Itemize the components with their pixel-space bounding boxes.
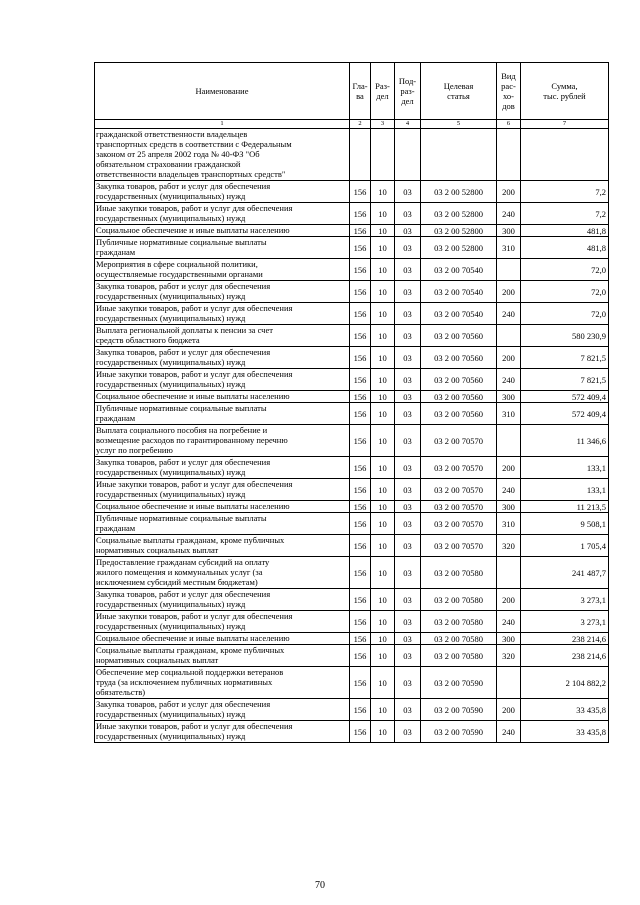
row-glava: 156	[350, 181, 371, 203]
row-podrazdel: 03	[395, 645, 421, 667]
row-name: Закупка товаров, работ и услуг для обеспечения государственных (муниципальных) нужд	[95, 457, 350, 479]
row-glava: 156	[350, 281, 371, 303]
row-sum: 72,0	[521, 281, 609, 303]
row-name: Социальное обеспечение и иные выплаты населению	[95, 225, 350, 237]
row-vid: 240	[497, 303, 521, 325]
row-glava: 156	[350, 391, 371, 403]
row-podrazdel: 03	[395, 403, 421, 425]
row-vid: 240	[497, 479, 521, 501]
table-row	[95, 557, 609, 589]
row-vid: 310	[497, 513, 521, 535]
row-target: 03 2 00 70580	[421, 645, 497, 667]
row-name: Публичные нормативные социальные выплаты гражданам	[95, 403, 350, 425]
header-vid: Вид рас- хо- дов	[497, 63, 521, 120]
row-glava: 156	[350, 303, 371, 325]
row-target: 03 2 00 70580	[421, 611, 497, 633]
row-podrazdel: 03	[395, 303, 421, 325]
row-target: 03 2 00 70590	[421, 667, 497, 699]
row-name: Мероприятия в сфере социальной политики, осуществляемые государственными органами	[95, 259, 350, 281]
table-row	[95, 325, 609, 347]
row-target: 03 2 00 70540	[421, 303, 497, 325]
row-podrazdel: 03	[395, 699, 421, 721]
row-target: 03 2 00 70580	[421, 557, 497, 589]
row-target: 03 2 00 52800	[421, 225, 497, 237]
row-name: Иные закупки товаров, работ и услуг для обеспечения государственных (муниципальных) нужд	[95, 369, 350, 391]
row-sum: 133,1	[521, 457, 609, 479]
row-target: 03 2 00 70570	[421, 513, 497, 535]
row-target: 03 2 00 70590	[421, 699, 497, 721]
row-name: Закупка товаров, работ и услуг для обеспечения государственных (муниципальных) нужд	[95, 347, 350, 369]
row-vid: 300	[497, 391, 521, 403]
row-sum: 72,0	[521, 303, 609, 325]
table-row	[95, 281, 609, 303]
row-target: 03 2 00 70570	[421, 457, 497, 479]
row-razdel: 10	[371, 479, 395, 501]
column-number: 2	[350, 120, 371, 129]
table-row	[95, 633, 609, 645]
row-razdel: 10	[371, 203, 395, 225]
row-vid	[497, 667, 521, 699]
row-razdel: 10	[371, 513, 395, 535]
row-sum: 33 435,8	[521, 721, 609, 743]
row-glava: 156	[350, 403, 371, 425]
column-number: 4	[395, 120, 421, 129]
table-row	[95, 347, 609, 369]
row-podrazdel: 03	[395, 667, 421, 699]
row-podrazdel: 03	[395, 513, 421, 535]
row-glava	[350, 129, 371, 181]
page-number: 70	[315, 880, 325, 891]
row-sum: 580 230,9	[521, 325, 609, 347]
row-podrazdel: 03	[395, 633, 421, 645]
row-glava: 156	[350, 501, 371, 513]
table-row	[95, 457, 609, 479]
table-row	[95, 259, 609, 281]
row-target: 03 2 00 52800	[421, 237, 497, 259]
row-sum: 238 214,6	[521, 633, 609, 645]
column-number-row	[95, 120, 609, 129]
table-row	[95, 645, 609, 667]
row-target: 03 2 00 70570	[421, 479, 497, 501]
row-vid	[497, 557, 521, 589]
row-podrazdel: 03	[395, 611, 421, 633]
row-razdel: 10	[371, 281, 395, 303]
row-sum: 133,1	[521, 479, 609, 501]
row-name: Обеспечение мер социальной поддержки ветеранов труда (за исключением публичных нормативных обязательств)	[95, 667, 350, 699]
row-vid: 300	[497, 501, 521, 513]
row-vid: 300	[497, 225, 521, 237]
row-target: 03 2 00 70540	[421, 281, 497, 303]
row-podrazdel: 03	[395, 325, 421, 347]
row-podrazdel: 03	[395, 425, 421, 457]
row-glava: 156	[350, 237, 371, 259]
row-sum: 11 213,5	[521, 501, 609, 513]
header-name: Наименование	[95, 63, 350, 120]
row-target: 03 2 00 70560	[421, 325, 497, 347]
column-number: 5	[421, 120, 497, 129]
row-sum: 241 487,7	[521, 557, 609, 589]
header-sum: Сумма, тыс. рублей	[521, 63, 609, 120]
row-podrazdel: 03	[395, 181, 421, 203]
row-target: 03 2 00 70560	[421, 347, 497, 369]
row-razdel: 10	[371, 557, 395, 589]
row-podrazdel: 03	[395, 501, 421, 513]
row-name: Закупка товаров, работ и услуг для обеспечения государственных (муниципальных) нужд	[95, 281, 350, 303]
row-sum: 33 435,8	[521, 699, 609, 721]
row-sum	[521, 129, 609, 181]
row-glava: 156	[350, 325, 371, 347]
row-podrazdel: 03	[395, 535, 421, 557]
row-razdel: 10	[371, 391, 395, 403]
table-row	[95, 721, 609, 743]
table-row	[95, 237, 609, 259]
row-sum: 7 821,5	[521, 369, 609, 391]
row-name: Иные закупки товаров, работ и услуг для обеспечения государственных (муниципальных) нужд	[95, 479, 350, 501]
row-sum: 11 346,6	[521, 425, 609, 457]
row-vid	[497, 259, 521, 281]
table-row	[95, 535, 609, 557]
table-row	[95, 611, 609, 633]
row-target: 03 2 00 70560	[421, 391, 497, 403]
row-razdel: 10	[371, 347, 395, 369]
row-name: Иные закупки товаров, работ и услуг для обеспечения государственных (муниципальных) нужд	[95, 203, 350, 225]
row-glava: 156	[350, 557, 371, 589]
row-razdel: 10	[371, 589, 395, 611]
row-target: 03 2 00 52800	[421, 203, 497, 225]
row-sum: 481,8	[521, 225, 609, 237]
column-number: 3	[371, 120, 395, 129]
table-body	[95, 129, 609, 743]
row-razdel: 10	[371, 225, 395, 237]
row-sum: 7 821,5	[521, 347, 609, 369]
table-row	[95, 513, 609, 535]
row-glava: 156	[350, 203, 371, 225]
row-vid: 310	[497, 403, 521, 425]
row-glava: 156	[350, 513, 371, 535]
table-row	[95, 403, 609, 425]
row-name: Социальные выплаты гражданам, кроме публичных нормативных социальных выплат	[95, 535, 350, 557]
row-glava: 156	[350, 369, 371, 391]
row-name: Закупка товаров, работ и услуг для обеспечения государственных (муниципальных) нужд	[95, 181, 350, 203]
table-row	[95, 699, 609, 721]
row-razdel: 10	[371, 645, 395, 667]
row-sum: 7,2	[521, 181, 609, 203]
row-sum: 9 508,1	[521, 513, 609, 535]
row-name: Публичные нормативные социальные выплаты гражданам	[95, 237, 350, 259]
table-row	[95, 425, 609, 457]
row-glava: 156	[350, 259, 371, 281]
row-sum: 7,2	[521, 203, 609, 225]
row-target: 03 2 00 70560	[421, 403, 497, 425]
row-target: 03 2 00 70570	[421, 535, 497, 557]
row-razdel: 10	[371, 721, 395, 743]
row-vid: 300	[497, 633, 521, 645]
row-sum: 2 104 882,2	[521, 667, 609, 699]
row-vid: 200	[497, 699, 521, 721]
row-vid: 200	[497, 181, 521, 203]
table-row	[95, 225, 609, 237]
row-vid: 240	[497, 611, 521, 633]
row-glava: 156	[350, 699, 371, 721]
row-razdel: 10	[371, 667, 395, 699]
row-vid: 310	[497, 237, 521, 259]
row-target: 03 2 00 70580	[421, 633, 497, 645]
row-glava: 156	[350, 667, 371, 699]
row-name: Закупка товаров, работ и услуг для обеспечения государственных (муниципальных) нужд	[95, 699, 350, 721]
row-podrazdel: 03	[395, 203, 421, 225]
row-vid: 320	[497, 645, 521, 667]
header-target: Целевая статья	[421, 63, 497, 120]
row-razdel: 10	[371, 425, 395, 457]
row-podrazdel: 03	[395, 721, 421, 743]
row-name: Иные закупки товаров, работ и услуг для обеспечения государственных (муниципальных) нужд	[95, 303, 350, 325]
row-sum: 3 273,1	[521, 611, 609, 633]
row-name: Социальные выплаты гражданам, кроме публичных нормативных социальных выплат	[95, 645, 350, 667]
row-sum: 572 409,4	[521, 403, 609, 425]
row-name: Иные закупки товаров, работ и услуг для обеспечения государственных (муниципальных) нужд	[95, 721, 350, 743]
header-glava: Гла- ва	[350, 63, 371, 120]
row-vid	[497, 325, 521, 347]
row-name: Публичные нормативные социальные выплаты гражданам	[95, 513, 350, 535]
column-number: 7	[521, 120, 609, 129]
row-vid: 240	[497, 369, 521, 391]
row-glava: 156	[350, 645, 371, 667]
row-vid: 200	[497, 457, 521, 479]
row-razdel: 10	[371, 457, 395, 479]
row-razdel: 10	[371, 369, 395, 391]
row-target: 03 2 00 70570	[421, 501, 497, 513]
row-vid: 200	[497, 589, 521, 611]
row-name: Социальное обеспечение и иные выплаты населению	[95, 633, 350, 645]
row-target: 03 2 00 70570	[421, 425, 497, 457]
table-row	[95, 369, 609, 391]
row-glava: 156	[350, 225, 371, 237]
table-row	[95, 501, 609, 513]
row-name: Социальное обеспечение и иные выплаты населению	[95, 391, 350, 403]
row-glava: 156	[350, 633, 371, 645]
row-vid: 200	[497, 281, 521, 303]
row-podrazdel: 03	[395, 225, 421, 237]
row-glava: 156	[350, 589, 371, 611]
row-vid: 200	[497, 347, 521, 369]
row-sum: 572 409,4	[521, 391, 609, 403]
table-row	[95, 129, 609, 181]
row-sum: 238 214,6	[521, 645, 609, 667]
table-row	[95, 203, 609, 225]
row-vid	[497, 425, 521, 457]
row-podrazdel: 03	[395, 259, 421, 281]
row-name: гражданской ответственности владельцев транспортных средств в соответствии с Федеральным законом от 25 апреля 2002 года № 40-ФЗ "Об обязательном страховании гражданской ответственности владельцев транспортных средств"	[95, 129, 350, 181]
table-row	[95, 479, 609, 501]
table-row	[95, 667, 609, 699]
row-glava: 156	[350, 535, 371, 557]
row-vid: 240	[497, 721, 521, 743]
row-vid	[497, 129, 521, 181]
table-row	[95, 589, 609, 611]
row-glava: 156	[350, 479, 371, 501]
row-podrazdel: 03	[395, 557, 421, 589]
row-razdel: 10	[371, 237, 395, 259]
row-name: Выплата социального пособия на погребение и возмещение расходов по гарантированному перечню услуг по погребению	[95, 425, 350, 457]
row-name: Социальное обеспечение и иные выплаты населению	[95, 501, 350, 513]
row-razdel: 10	[371, 611, 395, 633]
row-name: Предоставление гражданам субсидий на оплату жилого помещения и коммунальных услуг (за исключением субсидий местным бюджетам)	[95, 557, 350, 589]
row-razdel: 10	[371, 303, 395, 325]
table-row	[95, 303, 609, 325]
row-target: 03 2 00 70560	[421, 369, 497, 391]
row-sum: 3 273,1	[521, 589, 609, 611]
row-name: Иные закупки товаров, работ и услуг для обеспечения государственных (муниципальных) нужд	[95, 611, 350, 633]
row-razdel: 10	[371, 535, 395, 557]
row-podrazdel	[395, 129, 421, 181]
table-row	[95, 181, 609, 203]
row-glava: 156	[350, 611, 371, 633]
row-razdel: 10	[371, 633, 395, 645]
row-sum: 72,0	[521, 259, 609, 281]
row-podrazdel: 03	[395, 281, 421, 303]
row-target: 03 2 00 70590	[421, 721, 497, 743]
row-razdel: 10	[371, 403, 395, 425]
row-razdel: 10	[371, 181, 395, 203]
row-podrazdel: 03	[395, 479, 421, 501]
table-row	[95, 391, 609, 403]
row-podrazdel: 03	[395, 237, 421, 259]
row-target: 03 2 00 52800	[421, 181, 497, 203]
column-number: 1	[95, 120, 350, 129]
row-podrazdel: 03	[395, 391, 421, 403]
row-name: Выплата региональной доплаты к пенсии за счет средств областного бюджета	[95, 325, 350, 347]
row-name: Закупка товаров, работ и услуг для обеспечения государственных (муниципальных) нужд	[95, 589, 350, 611]
row-glava: 156	[350, 425, 371, 457]
row-razdel	[371, 129, 395, 181]
row-vid: 320	[497, 535, 521, 557]
row-razdel: 10	[371, 259, 395, 281]
row-razdel: 10	[371, 501, 395, 513]
row-razdel: 10	[371, 699, 395, 721]
row-vid: 240	[497, 203, 521, 225]
row-glava: 156	[350, 721, 371, 743]
row-podrazdel: 03	[395, 589, 421, 611]
header-razdel: Раз- дел	[371, 63, 395, 120]
budget-table	[94, 62, 609, 743]
row-razdel: 10	[371, 325, 395, 347]
row-glava: 156	[350, 347, 371, 369]
row-target	[421, 129, 497, 181]
row-sum: 481,8	[521, 237, 609, 259]
row-target: 03 2 00 70540	[421, 259, 497, 281]
row-sum: 1 705,4	[521, 535, 609, 557]
row-podrazdel: 03	[395, 369, 421, 391]
row-target: 03 2 00 70580	[421, 589, 497, 611]
row-glava: 156	[350, 457, 371, 479]
header-podrazdel: Под- раз- дел	[395, 63, 421, 120]
row-podrazdel: 03	[395, 347, 421, 369]
column-number: 6	[497, 120, 521, 129]
row-podrazdel: 03	[395, 457, 421, 479]
header-row	[95, 63, 609, 120]
